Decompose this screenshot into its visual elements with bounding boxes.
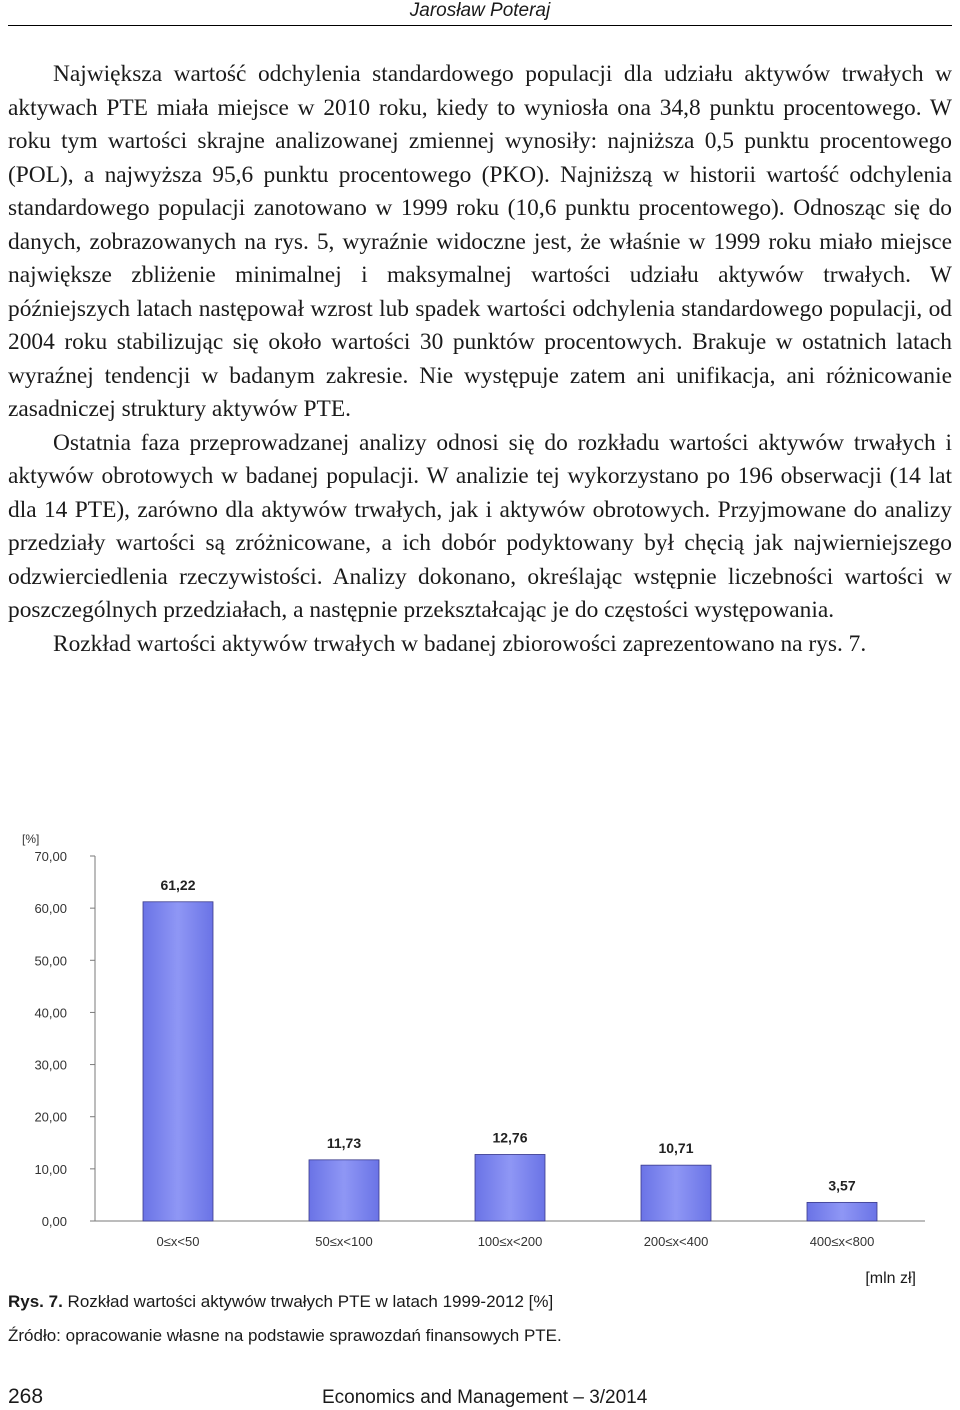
y-tick-label: 50,00 <box>34 953 67 969</box>
paragraph: Ostatnia faza przeprowadzanej analizy odnosi się do rozkładu wartości aktywów trwałych i aktywów obrotowych w badanej populacji. W analizie tej wykorzystano po 196 obserwacji (14 lat dla 14 PTE), zarówno dla aktywów trwałych, jak i aktywów obrotowych. Przyjmowane do analizy przedziały wartości są zróżnicowane, a ich dobór podyktowany był chęcią jak najwierniejszego odzwierciedlenia rzeczywistości. Analizy dokonano, określając wstępnie liczebności wartości w poszczególnych przedziałach, a następnie przekształcając je do częstości występowania. <box>8 429 952 623</box>
bar-chart <box>0 826 960 1286</box>
journal-name: Economics and Management – 3/2014 <box>322 1387 648 1408</box>
bars <box>143 877 877 1221</box>
bar-chart-figure <box>0 826 960 1286</box>
y-tick-label: 20,00 <box>34 1109 67 1125</box>
page-number: 268 <box>8 1385 44 1408</box>
y-tick-label: 70,00 <box>34 849 67 864</box>
y-tick-label: 0,00 <box>41 1214 67 1229</box>
header-rule <box>8 25 952 26</box>
body-text <box>8 58 952 661</box>
x-tick-label: 50≤x<100 <box>315 1234 373 1249</box>
y-axis-unit-label: [%] <box>22 832 40 846</box>
bar <box>807 1202 877 1221</box>
y-tick-label: 30,00 <box>34 1057 67 1073</box>
running-head: Jarosław Poteraj <box>409 0 551 21</box>
bar-value-label: 11,73 <box>326 1134 362 1151</box>
x-axis-unit-label: [mln zł] <box>865 1270 916 1286</box>
figure-caption <box>8 1292 952 1312</box>
bar <box>309 1160 379 1221</box>
bar-value-label: 3,57 <box>828 1177 856 1194</box>
bar-value-label: 61,22 <box>160 876 196 893</box>
x-tick-label: 100≤x<200 <box>477 1234 543 1249</box>
x-axis-ticks <box>157 1234 875 1249</box>
figure-label: Rys. 7. <box>8 1292 63 1311</box>
bar-value-label: 12,76 <box>492 1129 528 1146</box>
bar <box>143 902 213 1221</box>
x-tick-label: 200≤x<400 <box>643 1234 709 1249</box>
figure-source: Źródło: opracowanie własne na podstawie sprawozdań finansowych PTE. <box>8 1326 562 1345</box>
y-tick-label: 10,00 <box>34 1161 67 1177</box>
paragraph: Rozkład wartości aktywów trwałych w badanej zbiorowości zaprezentowano na rys. 7. <box>53 630 867 657</box>
y-tick-label: 40,00 <box>34 1005 67 1021</box>
x-tick-label: 400≤x<800 <box>809 1234 875 1249</box>
y-axis-ticks <box>34 849 95 1229</box>
bar <box>475 1154 545 1221</box>
bar-value-label: 10,71 <box>658 1140 694 1157</box>
figure-caption-text: Rozkład wartości aktywów trwałych PTE w latach 1999-2012 [%] <box>62 1292 554 1311</box>
x-tick-label: 0≤x<50 <box>156 1234 200 1249</box>
paragraph: Największa wartość odchylenia standardowego populacji dla udziału aktywów trwałych w aktywach PTE miała miejsce w 2010 roku, kiedy to wyniosła ona 34,8 punktu procentowego. W roku tym wartości skrajne analizowanej zmiennej wynosiły: najniższa 0,5 punktu procentowego (POL), a najwyższa 95,6 punktu procentowego (PKO). Najniższą w historii wartość odchylenia standardowego populacji zanotowano w 1999 roku (10,6 punktu procentowego). Odnosząc się do danych, zobrazowanych na rys. 5, wyraźnie widoczne jest, że właśnie w 1999 roku miało miejsce największe zbliżenie minimalnej i maksymalnej wartości udziału aktywów trwałych. W późniejszych latach następował wzrost lub spadek wartości odchylenia standardowego populacji, od 2004 roku stabilizując się około wartości 30 punktów procentowych. Brakuje w ostatnich latach wyraźnej tendencji w badanym zakresie. Nie występuje zatem ani unifikacja, ani różnicowanie zasadniczej struktury aktywów PTE. <box>8 61 952 422</box>
bar <box>641 1165 711 1221</box>
y-tick-label: 60,00 <box>34 901 67 917</box>
